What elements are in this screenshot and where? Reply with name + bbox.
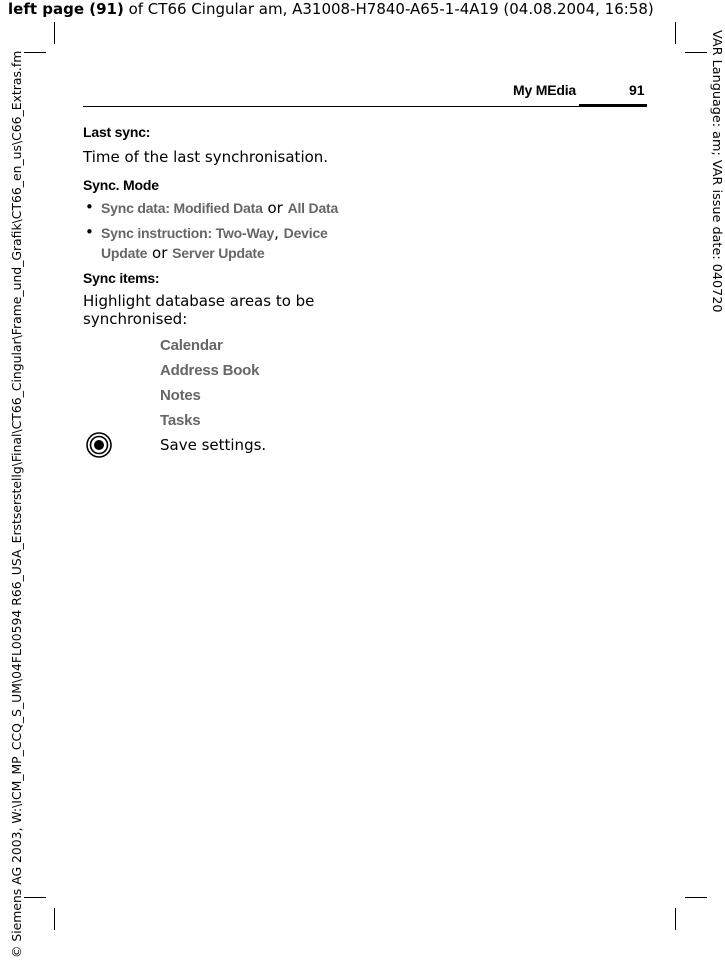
- item-calendar: Calendar: [160, 337, 223, 354]
- print-header-page: left page (91): [8, 0, 124, 18]
- comma-text: ,: [274, 224, 284, 242]
- right-margin-text: [705, 0, 725, 961]
- sync-instruction-item: [101, 223, 341, 263]
- sync-items-text-2: synchronised:: [83, 310, 188, 328]
- left-margin-text: [0, 0, 24, 961]
- last-sync-heading: Last sync:: [83, 124, 151, 140]
- var-language-info: VAR Language: am; VAR issue date: 040720: [709, 30, 724, 313]
- crop-mark: [54, 22, 55, 44]
- last-sync-text: Time of the last synchronisation.: [83, 148, 329, 166]
- bullet-marker: •: [85, 223, 94, 241]
- crop-mark: [675, 908, 676, 930]
- crop-mark: [54, 908, 55, 930]
- chapter-title: My MEdia: [513, 82, 576, 98]
- sync-items-heading: Sync items:: [83, 270, 160, 286]
- bullet-marker: •: [85, 198, 94, 216]
- item-address-book: Address Book: [160, 362, 260, 379]
- or-text: or: [147, 244, 173, 262]
- print-header-file: of CT66 Cingular am, A31008-H7840-A65-1-4A19 (04.08.2004, 16:58): [123, 0, 654, 18]
- menu-sync-instruction: Sync instruction: Two-Way: [101, 225, 275, 241]
- crop-mark: [24, 52, 46, 53]
- crop-mark: [24, 897, 46, 898]
- menu-update: Update: [101, 245, 148, 261]
- menu-device: Device: [283, 225, 328, 241]
- item-tasks: Tasks: [160, 412, 201, 429]
- header-rule-accent: [579, 104, 647, 107]
- copyright-path: © Siemens AG 2003, W:\ICM_MP_CCQ_S_UM\04FL00594 R66_USA_Erstserstellg\Final\CT66_Cingular\Frame_und_Grafik\CT66_en_us\C66_Extras.fm: [9, 50, 24, 958]
- crop-mark: [675, 22, 676, 44]
- page-header: [83, 80, 647, 108]
- crop-mark: [685, 52, 707, 53]
- item-notes: Notes: [160, 387, 201, 404]
- print-header: [8, 0, 708, 18]
- crop-mark: [685, 897, 707, 898]
- sync-mode-heading: Sync. Mode: [83, 177, 159, 193]
- sync-items-text-1: Highlight database areas to be: [83, 292, 315, 310]
- menu-all-data: All Data: [287, 200, 339, 216]
- page-number: 91: [629, 82, 645, 98]
- save-settings-text: Save settings.: [160, 436, 267, 454]
- navigation-key-icon: [86, 432, 112, 458]
- header-rule: [83, 106, 647, 107]
- or-text: or: [262, 199, 288, 217]
- menu-sync-data: Sync data: Modified Data: [101, 200, 263, 216]
- sync-data-item: [101, 198, 341, 218]
- menu-server-update: Server Update: [172, 245, 265, 261]
